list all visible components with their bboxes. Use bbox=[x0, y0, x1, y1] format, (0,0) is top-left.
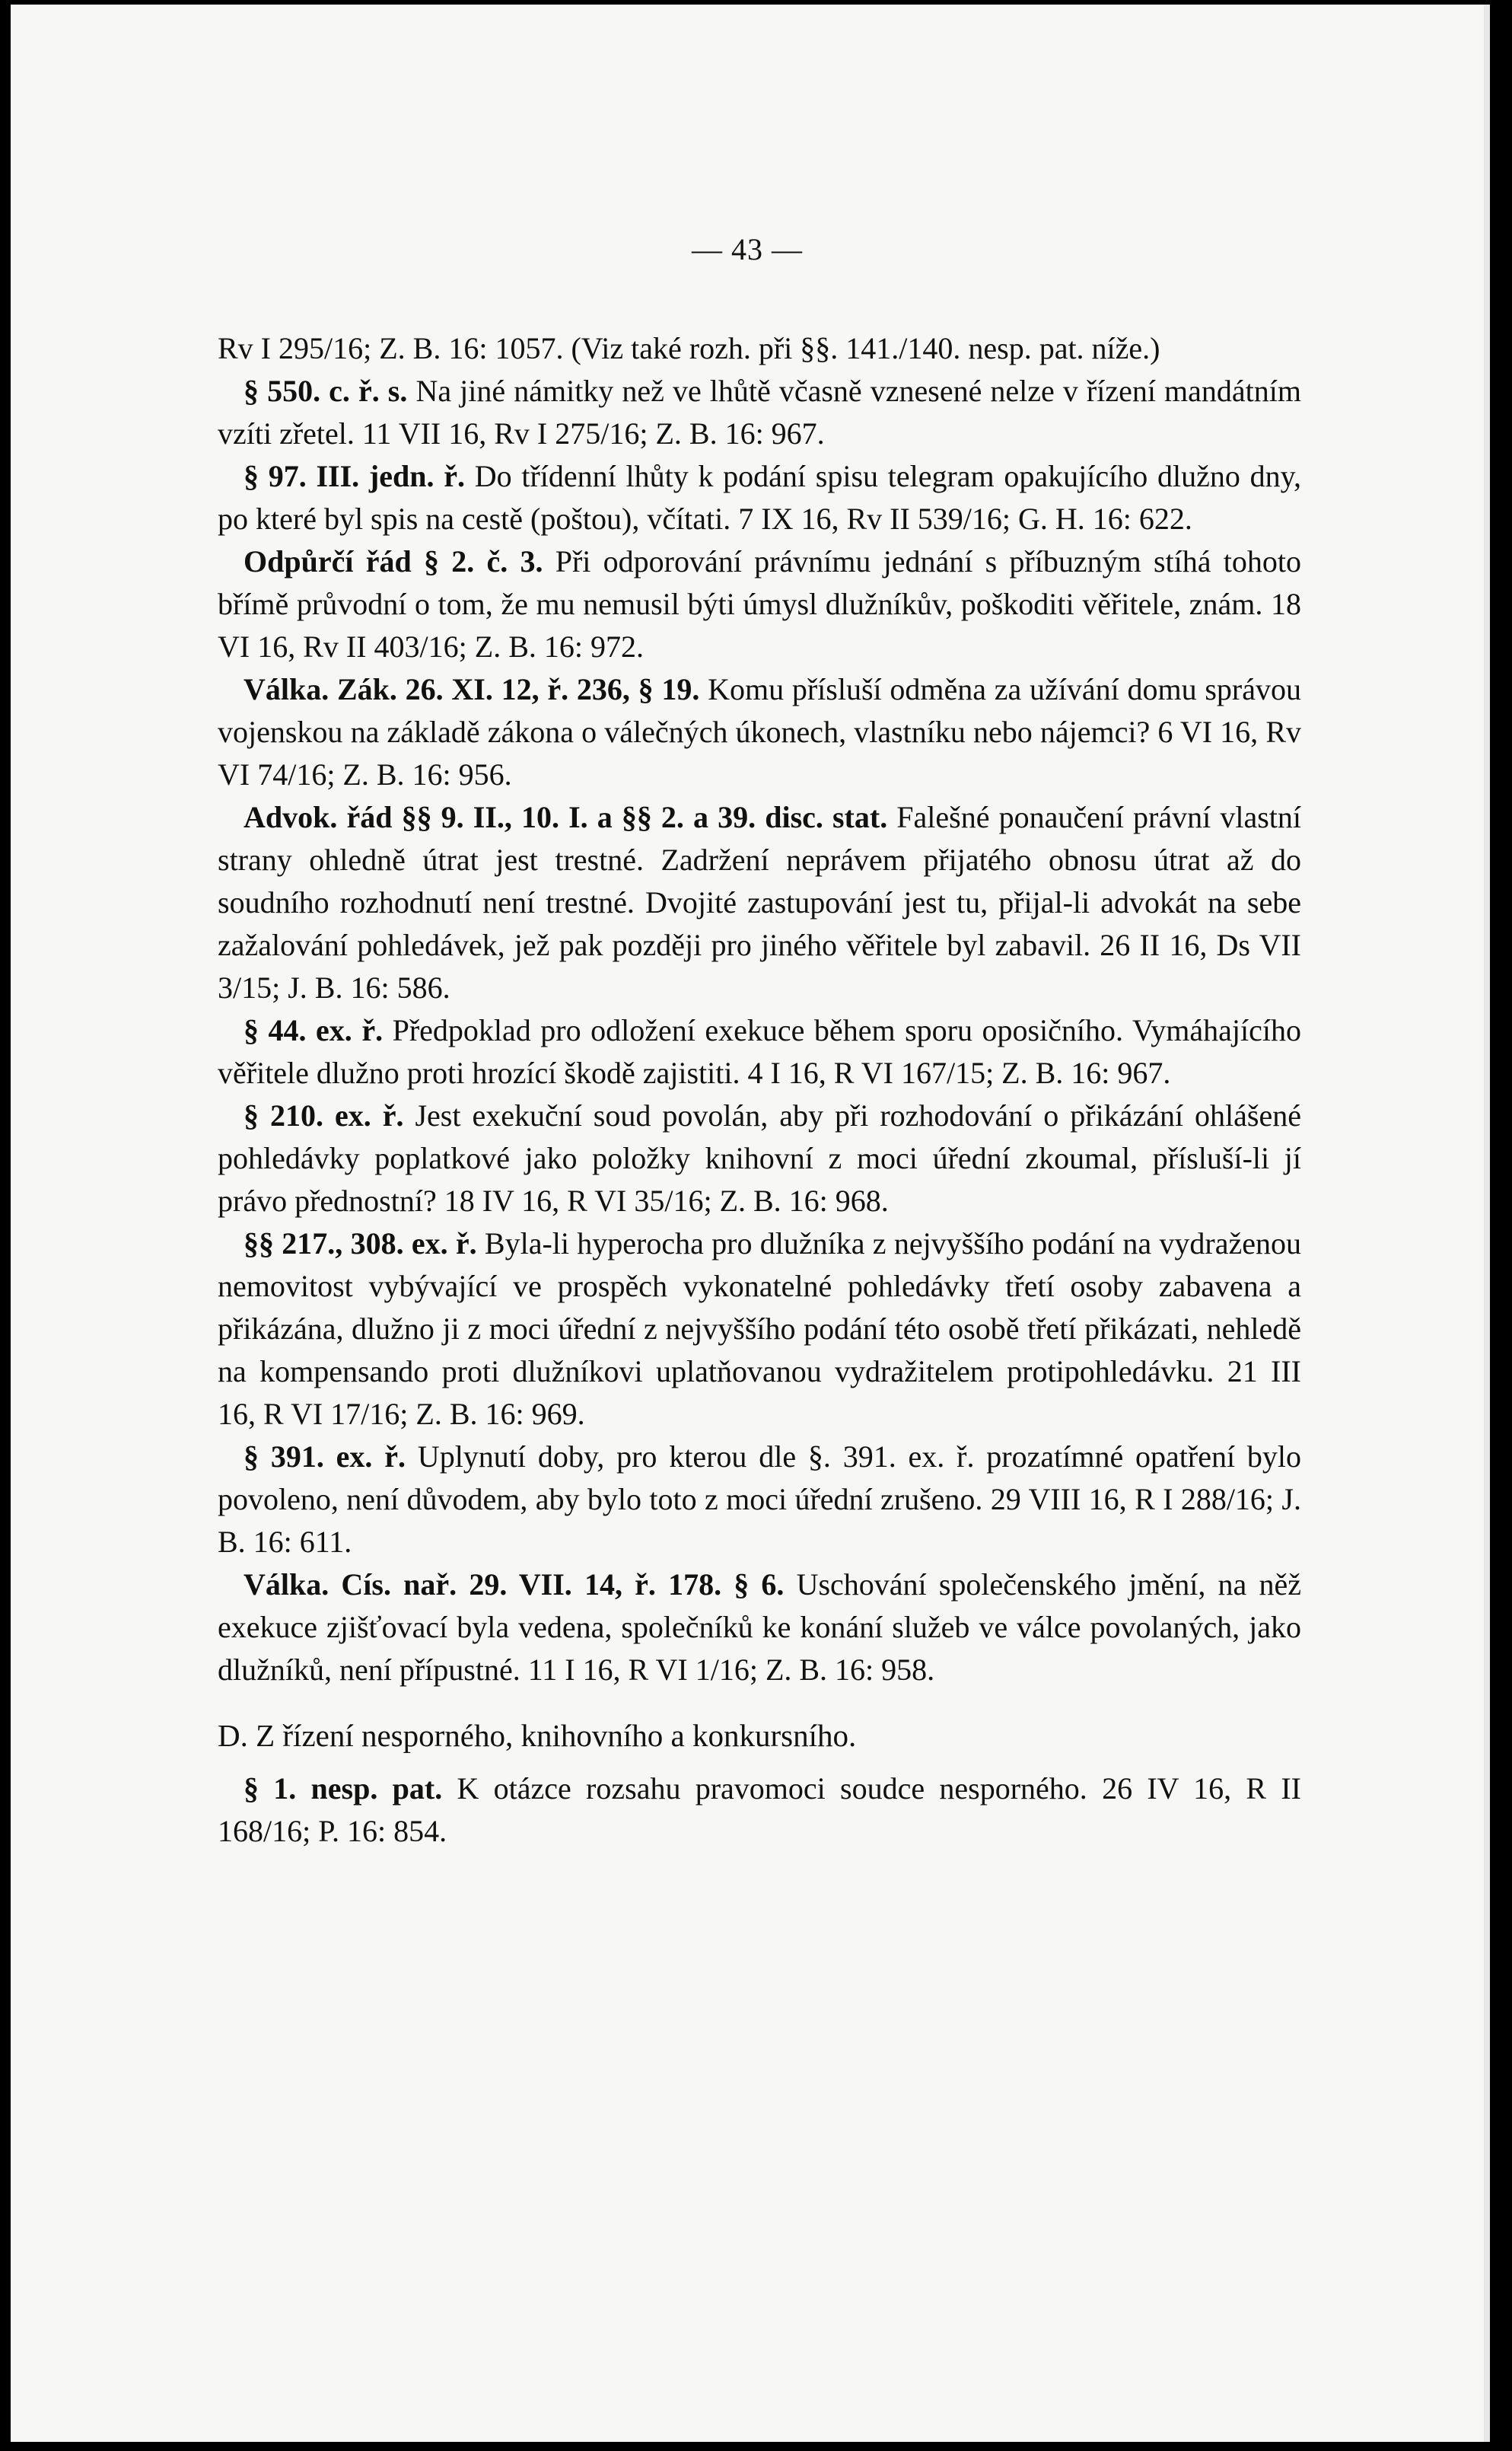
entry-10 bbox=[218, 1563, 1301, 1691]
entry-8-ref: §§ 217., 308. ex. ř. bbox=[244, 1226, 477, 1261]
entry-0 bbox=[218, 327, 1301, 370]
entry-8-text: Byla-li hyperocha pro dlužníka z nejvyššího podání na vydraženou nemovitost vybývající ve prospěch vykonatelné pohledávky třetí osoby zabavena a přikázána, dlužno ji z moci úřední z nejvyššího podání této osobě třetí přikázati, nehledě na kompensando proti dlužníkovi uplatňovanou vydražitelem protipohledávku. 21 III 16, R VI 17/16; Z. B. 16: 969. bbox=[218, 1226, 1301, 1431]
entry-7-ref: § 210. ex. ř. bbox=[244, 1098, 404, 1133]
entry-6-ref: § 44. ex. ř. bbox=[244, 1013, 384, 1047]
entry-4-ref: Válka. Zák. 26. XI. 12, ř. 236, § 19. bbox=[244, 672, 700, 706]
entry-after-heading-0-text: K otázce rozsahu pravomoci soudce nesporného. 26 IV 16, R II 168/16; P. 16: 854. bbox=[218, 1771, 1301, 1848]
entry-1-text: Na jiné námitky než ve lhůtě včasně vznesené nelze v řízení mandátním vzíti zřetel. 11 VII 16, Rv I 275/16; Z. B. 16: 967. bbox=[218, 374, 1301, 451]
entry-4 bbox=[218, 668, 1301, 796]
entry-7-text: Jest exekuční soud povolán, aby při rozhodování o přikázání ohlášené pohledávky poplatkové jako položky knihovní z moci úřední zkoumal, přísluší-li jí právo přednostní? 18 IV 16, R VI 35/16; Z. B. 16: 968. bbox=[218, 1098, 1301, 1218]
entry-7 bbox=[218, 1095, 1301, 1222]
entry-5-text: Falešné ponaučení právní vlastní strany ohledně útrat jest trestné. Zadržení neprávem přijatého obnosu útrat až do soudního rozhodnutí není trestné. Dvojité zastupování jest tu, přijal-li advokát na sebe zažalování pohledávek, jež pak později pro jiného věřitele byl zabavil. 26 II 16, Ds VII 3/15; J. B. 16: 586. bbox=[218, 800, 1301, 1005]
entry-8 bbox=[218, 1222, 1301, 1436]
section-heading: D. Z řízení nesporného, knihovního a konkursního. bbox=[218, 1718, 857, 1753]
entry-3-ref: Odpůrčí řád § 2. č. 3. bbox=[244, 544, 543, 578]
entry-2-text: Do třídenní lhůty k podání spisu telegram opakujícího dlužno dny, po které byl spis na cestě (poštou), včítati. 7 IX 16, Rv II 539/16; G. H. 16: 622. bbox=[218, 459, 1301, 536]
entry-9-text: Uplynutí doby, pro kterou dle §. 391. ex. ř. prozatímné opatření bylo povoleno, není důvodem, aby bylo toto z moci úřední zrušeno. 29 VIII 16, R I 288/16; J. B. 16: 611. bbox=[218, 1439, 1302, 1559]
entry-6 bbox=[218, 1009, 1301, 1095]
entry-1-ref: § 550. c. ř. s. bbox=[244, 374, 408, 408]
entry-5-ref: Advok. řád §§ 9. II., 10. I. a §§ 2. a 39. disc. stat. bbox=[244, 800, 888, 834]
page-body bbox=[218, 327, 1301, 1853]
entry-0-text: Rv I 295/16; Z. B. 16: 1057. (Viz také rozh. při §§. 141./140. nesp. pat. níže.) bbox=[218, 331, 1160, 365]
entry-4-text: Komu přísluší odměna za užívání domu správou vojenskou na základě zákona o válečných úkonech, vlastníku nebo nájemci? 6 VI 16, Rv VI 74/16; Z. B. 16: 956. bbox=[218, 672, 1301, 792]
entry-6-text: Předpoklad pro odložení exekuce během sporu oposičního. Vymáhajícího věřitele dlužno proti hrozící škodě zajistiti. 4 I 16, R VI 167/15; Z. B. 16: 967. bbox=[218, 1013, 1301, 1090]
entry-2 bbox=[218, 455, 1301, 540]
entry-10-text: Uschování společenského jmění, na něž exekuce zjišťovací byla vedena, společníků ke konání služeb ve válce povolaných, jako dlužníků, není přípustné. 11 I 16, R VI 1/16; Z. B. 16: 958. bbox=[218, 1567, 1301, 1687]
entry-9 bbox=[218, 1436, 1301, 1563]
entry-10-ref: Válka. Cís. nař. 29. VII. 14, ř. 178. § 6. bbox=[244, 1567, 785, 1602]
entry-2-ref: § 97. III. jedn. ř. bbox=[244, 459, 465, 493]
entry-after-heading-0-ref: § 1. nesp. pat. bbox=[244, 1771, 443, 1806]
entry-3 bbox=[218, 540, 1301, 668]
entry-1 bbox=[218, 370, 1301, 455]
scanned-page bbox=[11, 5, 1490, 2442]
entry-5 bbox=[218, 796, 1301, 1009]
entry-after-heading-0 bbox=[218, 1767, 1301, 1853]
entry-3-text: Při odporování právnímu jednání s příbuzným stíhá tohoto břímě průvodní o tom, že mu nemusil býti úmysl dlužníkův, poškoditi věřitele, znám. 18 VI 16, Rv II 403/16; Z. B. 16: 972. bbox=[218, 544, 1301, 664]
entry-9-ref: § 391. ex. ř. bbox=[244, 1439, 406, 1474]
page-number: — 43 — bbox=[692, 232, 803, 266]
